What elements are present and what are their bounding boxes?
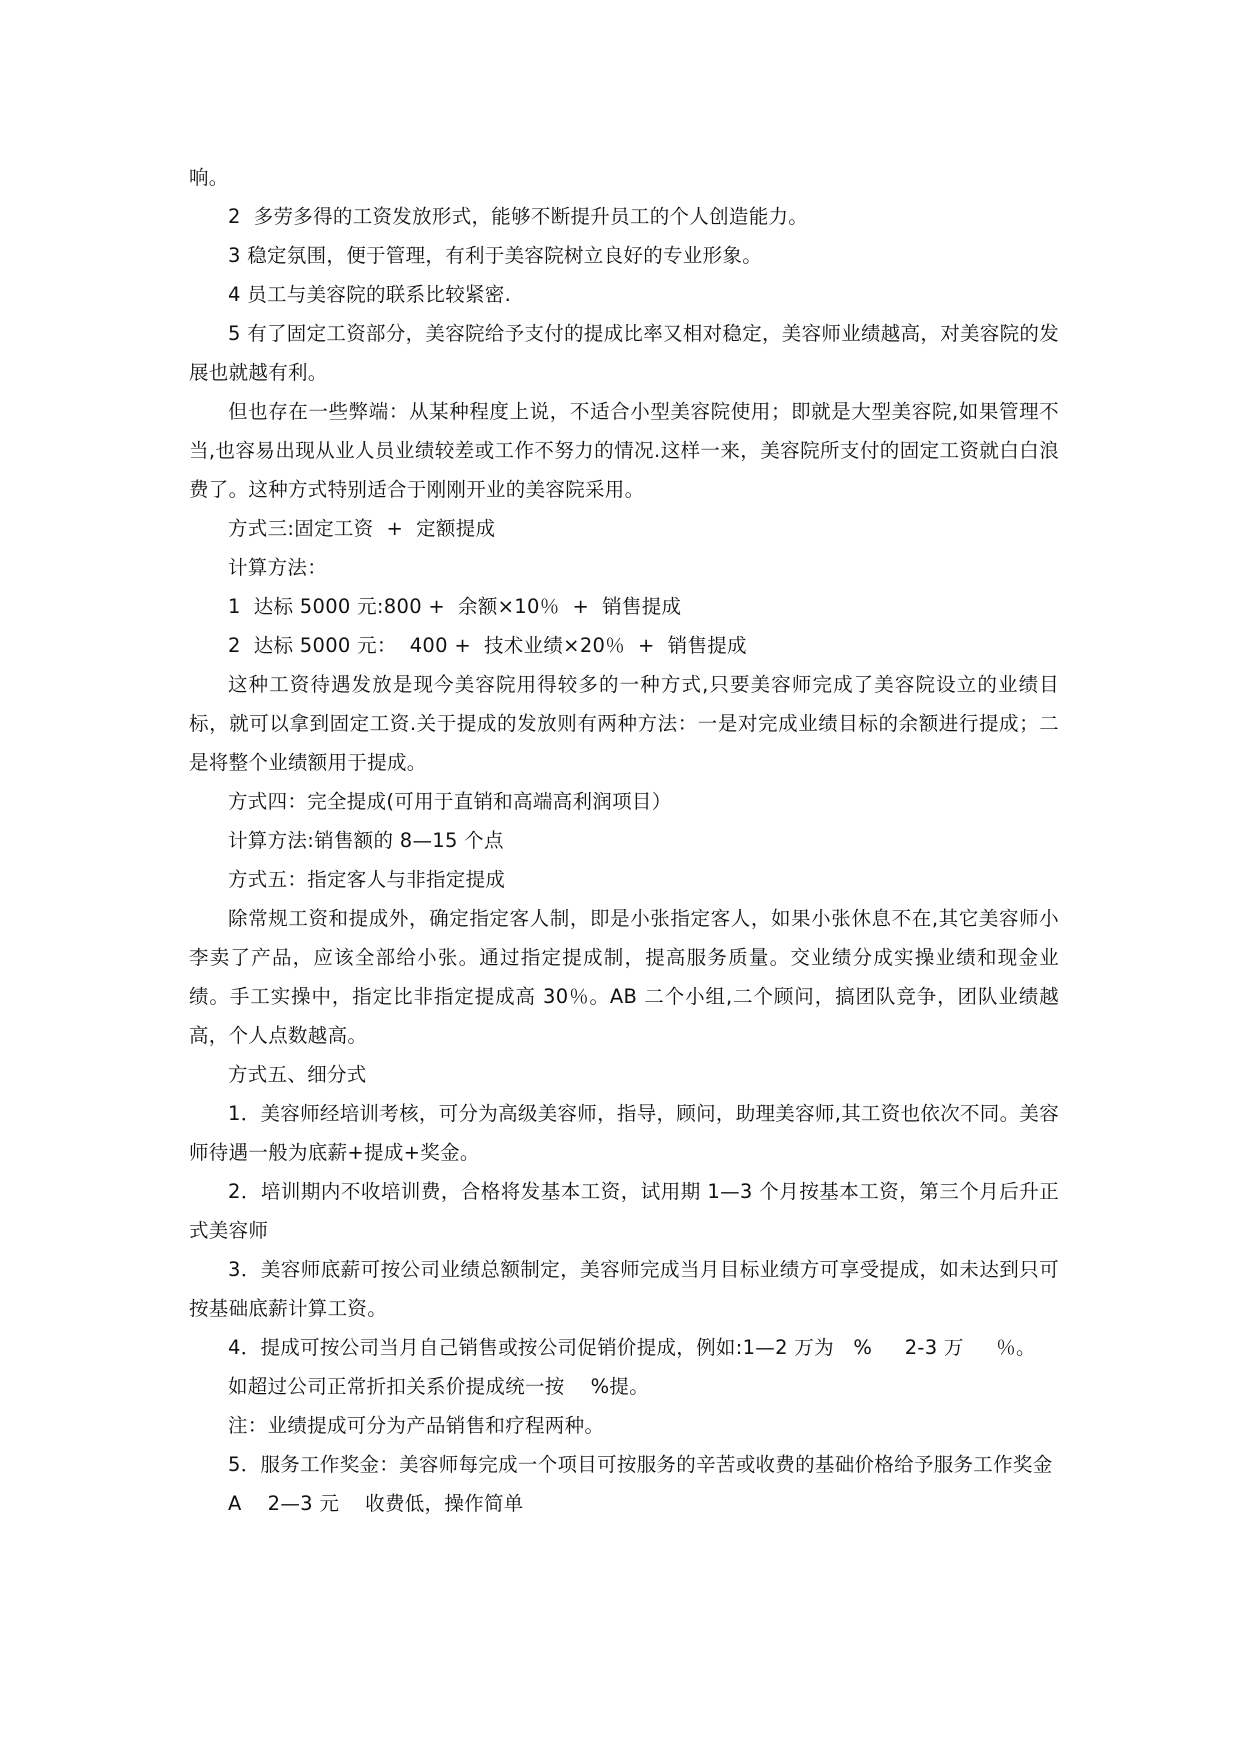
- detail-item-5: 5．服务工作奖金：美容师每完成一个项目可按服务的辛苦或收费的基础价格给予服务工作奖金: [228, 1453, 1053, 1476]
- paragraph-point-4: 4 员工与美容院的联系比较紧密.: [228, 283, 512, 306]
- paragraph-point-2: 2 多劳多得的工资发放形式，能够不断提升员工的个人创造能力。: [228, 205, 809, 228]
- formula-2: 2 达标 5000 元： 400 + 技术业绩×20％ + 销售提成: [228, 634, 747, 657]
- paragraph-point-5: 5 有了固定工资部分，美容院给予支付的提成比率又相对稳定，美容师业绩越高，对美容院的发展也就越有利。: [189, 322, 1060, 384]
- heading-method-three: 方式三:固定工资 + 定额提成: [228, 517, 496, 540]
- heading-method-five: 方式五：指定客人与非指定提成: [228, 868, 506, 891]
- detail-item-4-remark: 注：业绩提成可分为产品销售和疗程两种。: [228, 1414, 605, 1437]
- paragraph-point-3: 3 稳定氛围，便于管理，有利于美容院树立良好的专业形象。: [228, 244, 763, 267]
- formula-1: 1 达标 5000 元:800 + 余额×10％ + 销售提成: [228, 595, 682, 618]
- heading-method-four: 方式四：完全提成(可用于直销和高端高利润项目）: [228, 790, 672, 813]
- paragraph-continuation: 响。: [189, 166, 229, 189]
- detail-item-3: 3．美容师底薪可按公司业绩总额制定，美容师完成当月目标业绩方可享受提成，如未达到只可按基础底薪计算工资。: [189, 1258, 1059, 1320]
- detail-item-5-a: A 2—3 元 收费低，操作简单: [228, 1492, 524, 1515]
- calculation-method-four: 计算方法:销售额的 8—15 个点: [228, 829, 504, 852]
- calculation-label: 计算方法：: [228, 556, 328, 579]
- heading-method-five-detail: 方式五、细分式: [228, 1063, 367, 1086]
- paragraph-drawbacks: 但也存在一些弊端：从某种程度上说，不适合小型美容院使用；即就是大型美容院,如果管理不当,也容易出现从业人员业绩较差或工作不努力的情况.这样一来，美容院所支付的固定工资就白白浪费了。这种方式特别适合于刚刚开业的美容院采用。: [189, 400, 1059, 501]
- detail-item-4-note: 如超过公司正常折扣关系价提成统一按 %提。: [228, 1375, 650, 1398]
- paragraph-method-five-desc: 除常规工资和提成外，确定指定客人制，即是小张指定客人，如果小张休息不在,其它美容师小李卖了产品，应该全部给小张。通过指定提成制，提高服务质量。交业绩分成实操业绩和现金业绩。手工实操中，指定比非指定提成高 30％。AB 二个小组,二个顾问，搞团队竞争，团队业绩越高，个人点数越高。: [189, 907, 1059, 1047]
- document-body: [189, 158, 1059, 1523]
- detail-item-4: 4．提成可按公司当月自己销售或按公司促销价提成，例如:1—2 万为 % 2-3 万 ％。: [228, 1336, 1036, 1359]
- detail-item-1: 1．美容师经培训考核，可分为高级美容师，指导，顾问，助理美容师,其工资也依次不同。美容师待遇一般为底薪+提成+奖金。: [189, 1102, 1060, 1164]
- paragraph-method-three-desc: 这种工资待遇发放是现今美容院用得较多的一种方式,只要美容师完成了美容院设立的业绩目标，就可以拿到固定工资.关于提成的发放则有两种方法：一是对完成业绩目标的余额进行提成；二是将整个业绩额用于提成。: [189, 673, 1059, 774]
- detail-item-2: 2．培训期内不收培训费，合格将发基本工资，试用期 1—3 个月按基本工资，第三个月后升正式美容师: [189, 1180, 1059, 1242]
